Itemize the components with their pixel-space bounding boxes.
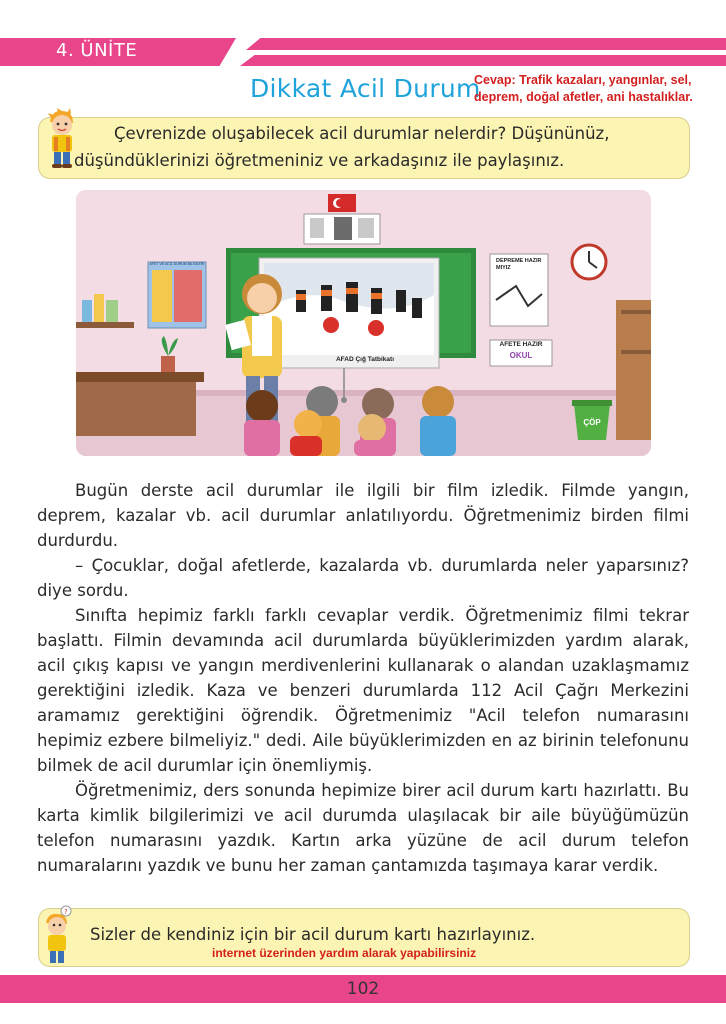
screen-caption: AFAD Çığ Tatbikatı [335,356,395,363]
story-paragraph-2: – Çocuklar, doğal afetlerde, kazalarda vb. durumlarda neler yaparsınız? diye sordu. [37,556,689,600]
unit-label: 4. ÜNİTE [56,40,138,61]
svg-text:?: ? [64,908,68,916]
activity-text: Sizler de kendiniz için bir acil durum kartı hazırlayınız. [90,925,536,944]
story-paragraph-4: Öğretmenimiz, ders sonunda hepimize birer acil durum kartı hazırlattı. Bu karta kimlik bilgilerimizi ve acil durumda ulaşılacak bir aile büyüğümüzün telefon numarasını yazdık. Kartın arka yüzüne de acil durum telefon numaralarını yazdık ve bunu her zaman çantamızda taşımaya karar verdik. [37,781,689,875]
page-number: 102 [346,979,380,999]
page-title: Dikkat Acil Durum [250,74,481,103]
poster-deprem: DEPREME HAZIR MIYIZ [496,258,542,271]
bin-label: ÇÖP [583,418,601,427]
story-paragraph-3: Sınıfta hepimiz farklı farklı cevaplar verdik. Öğretmenimiz filmi tekrar başlattı. Filmin devamında acil durumlarda büyüklerimizden yardım alarak, acil çıkış kapısı ve yangın merdivenlerini kullanarak o alandan uzaklaşmamız gerektiğini izledik. Kaza ve benzeri durumlarda 112 Acil Çağrı Merkezini aramamız gerektiğini öğrendik. Öğretmenimiz "Acil telefon numarasını hepimiz ezbere bilmeliyiz." dedi. Aile büyüklerimizden en az birinin telefonunu bilmek de acil durumlar için önemliymiş. [37,606,689,775]
poster-afet-line1: AFETE HAZIR [499,341,543,348]
classroom-illustration [76,190,651,456]
story-text [37,478,689,878]
header-stripe-bottom [240,55,726,66]
answer-note: Cevap: Trafik kazaları, yangınlar, sel, deprem, doğal afetler, ani hastalıklar. [474,73,693,104]
story-paragraph-1: Bugün derste acil durumlar ile ilgili bir film izledik. Filmde yangın, deprem, kazalar vb. acil durumlar anlatılıyordu. Öğretmenimiz birden filmi durdurdu. [37,481,689,550]
header-stripe-top [246,38,726,50]
question-text: Çevrenizde oluşabilecek acil durumlar nelerdir? Düşününüz, düşündüklerinizi öğretmeniniz ve arkadaşınız ile paylaşınız. [74,124,610,170]
activity-note: internet üzerinden yardım alarak yapabilirsiniz [212,946,477,960]
student-character-icon [44,108,78,170]
thinking-student-icon [40,905,74,967]
poster-afet-line2: OKUL [509,351,533,360]
board-title: AFET VE ACİL DURUM BİLGİLERİ [149,262,205,266]
